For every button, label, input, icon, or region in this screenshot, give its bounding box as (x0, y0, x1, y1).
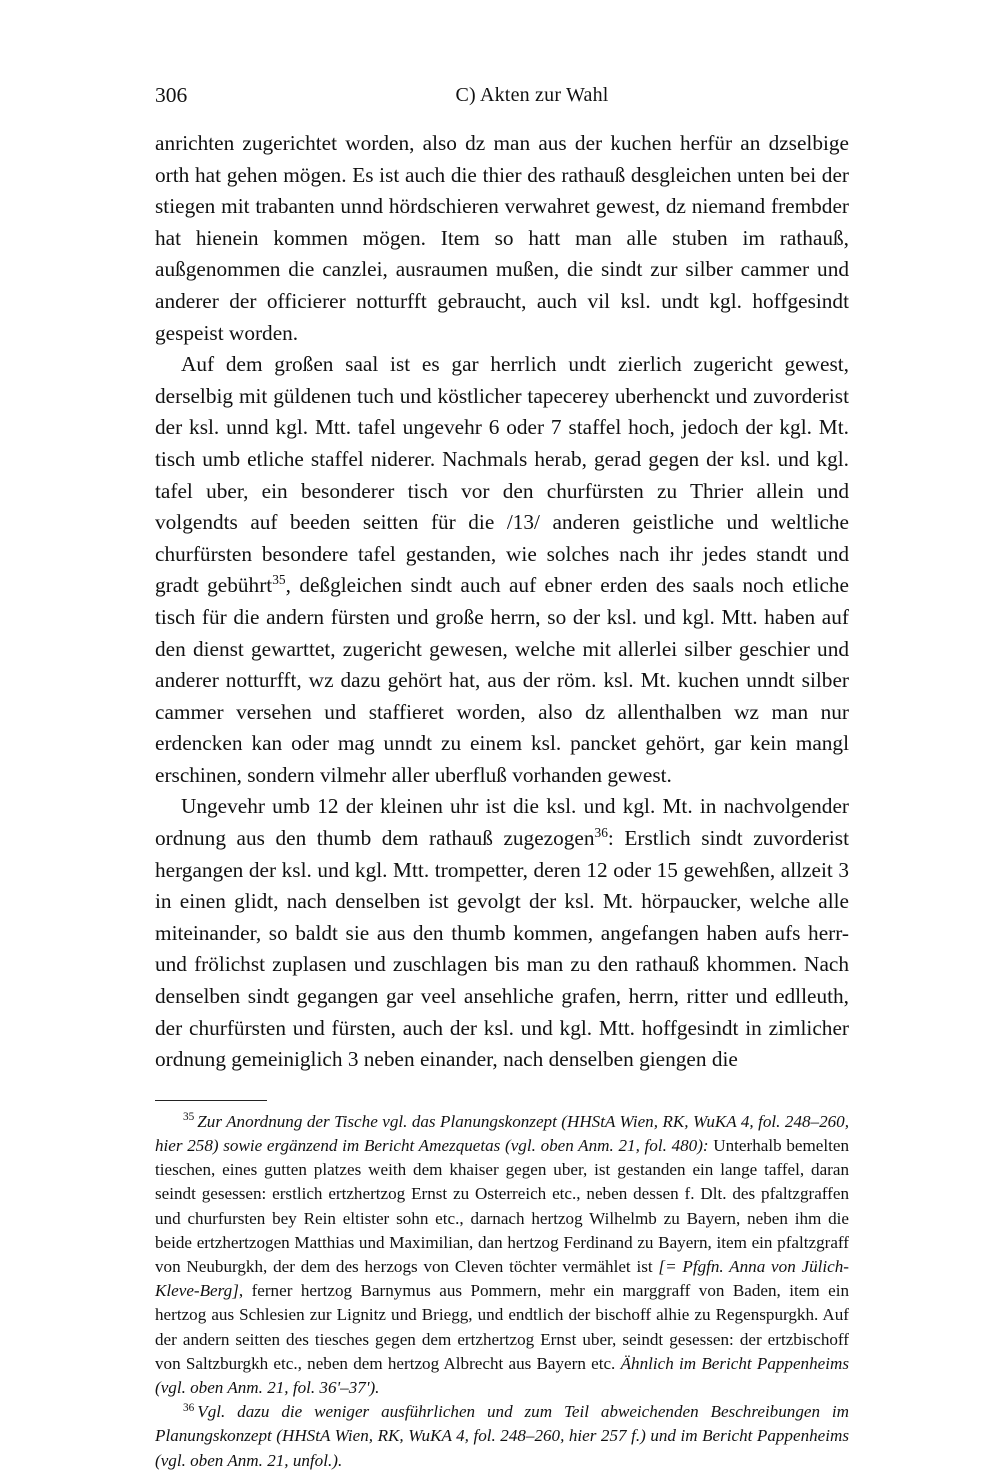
footnote-marker-35[interactable]: 35 (272, 572, 286, 588)
footnote-36-seg1: Vgl. dazu die weniger ausführlichen und zum Teil abweichenden Beschreibungen im Planungskonzept (HHStA Wien, RK, WuKA 4, fol. 248–260, hier 257 f.) und im Bericht Pappenheims (vgl. oben Anm. 21, unfol.). (155, 1402, 849, 1470)
paragraph-1: anrichten zugerichtet worden, also dz man aus der kuchen herfür an dzselbige orth hat gehen mögen. Es ist auch die thier des rathauß desgleichen unten bei der stiegen mit trabanten unnd hördschieren verwahret gewest, dz niemand frembder hat hienein kommen mögen. Item so hatt man alle stuben im rathauß, außgenommen die canzlei, ausraumen mußen, die sindt zur silber cammer und anderer der officierer notturfft gebraucht, auch vil ksl. undt kgl. hoffgesindt gespeist worden. (155, 131, 849, 345)
paragraph-3 (155, 791, 849, 1075)
footnote-36 (155, 1400, 849, 1473)
footnote-35-seg4: , ferner hertzog Barnymus aus Pommern, mehr ein marggraff von Baden, item ein hertzog aus Schlesien zur Lignitz und Briegg, und endtlich der bischoff alhie zu Regenspurgkh. Auf der andern seitten des tiesches gegen dem ertzhertzog Ernst uber, seindt gesessen: der ertzbischoff von Saltzburgkh etc., neben dem hertzog Albrecht aus Bayern etc. (155, 1281, 849, 1373)
footnote-36-number: 36 (183, 1401, 195, 1414)
footnotes (155, 1110, 849, 1473)
running-head-title: C) Akten zur Wahl (455, 84, 609, 106)
paragraph-3-head: Ungevehr umb 12 der kleinen uhr ist die ksl. und kgl. Mt. in nachvolgender ordnung aus den thumb dem rathauß zugezogen (155, 794, 849, 851)
footnote-35-seg5: Ähnlich im Bericht Pappenheims (vgl. oben Anm. 21, fol. 36'–37'). (155, 1353, 849, 1398)
paragraph-2 (155, 349, 849, 791)
footnote-35 (155, 1110, 849, 1400)
running-head (155, 78, 849, 112)
footnote-separator (155, 1100, 267, 1101)
footnote-marker-36[interactable]: 36 (594, 824, 608, 840)
body-text (155, 128, 849, 1076)
footnote-35-number: 35 (183, 1111, 195, 1124)
page-number: 306 (155, 83, 188, 107)
paragraph-3-tail: : Erstlich sindt zuvorderist hergangen der ksl. und kgl. Mtt. trompetter, deren 12 oder 15 gewehßen, allzeit 3 in einen glidt, nach denselben ist gevolgt der ksl. Mt. hörpaucker, welche alle miteinander, so baldt sie aus den thumb kommen, angefangen haben aufs herr- und frölichst zuplasen und zuschlagen bis man zu den rathauß khommen. Nach denselben sindt gegangen gar veel ansehliche grafen, herrn, ritter und edlleuth, der churfürsten und fürsten, auch der ksl. und kgl. Mtt. hoffgesindt in zimlicher ordnung gemeiniglich 3 neben einander, nach denselben giengen die (155, 826, 849, 1072)
footnote-35-seg3: [= Pfgfn. Anna von Jülich-Kleve-Berg] (155, 1257, 849, 1301)
footnote-35-seg1: Zur Anordnung der Tische vgl. das Planungskonzept (HHStA Wien, RK, WuKA 4, fol. 248–260, hier 258) sowie ergänzend im Bericht Amezquetas (vgl. oben Anm. 21, fol. 480): (155, 1111, 849, 1156)
paragraph-2-head: Auf dem großen saal ist es gar herrlich undt zierlich zugericht gewest, derselbig mit güldenen tuch und köstlicher tapecerey uberhenckt und zuvorderist der ksl. unnd kgl. Mtt. tafel ungevehr 6 oder 7 staffel hoch, jedoch der kgl. Mt. tisch umb etliche staffel niderer. Nachmals herab, gerad gegen der ksl. und kgl. tafel uber, ein besonderer tisch vor den churfürsten zu Thrier allein und volgendts auf beeden seitten für die /13/ anderen geistliche und weltliche churfürsten besondere tafel gestanden, wie solches nach ihr jedes standt und gradt gebührt (155, 352, 849, 598)
footnote-35-seg2: Unterhalb bemelten tieschen, eines gutten platzes weith dem khaiser gegen uber, ist gestanden ein lange taffel, daran seindt gesessen: erstlich ertzhertzog Ernst zu Osterreich etc., neben dessen f. Dlt. des pfaltzgraffen und churfursten bey Rein eltister sohn etc., darnach hertzog Wilhelmb zu Bayern, neben ihm die beide ertzhertzogen Matthias und Maximilian, dan hertzog Ferdinand zu Bayern, item ein pfaltzgraff von Neuburgkh, der dem des herzogs von Cleven töchter vermählet ist (155, 1136, 849, 1277)
paragraph-2-tail: , deßgleichen sindt auch auf ebner erden des saals noch etliche tisch für die andern fürsten und große herrn, so der ksl. und kgl. Mtt. haben auf den dienst gewarttet, zugericht gewesen, welche mit allerlei silber geschier und anderer notturfft, wz dazu gehört hat, aus der röm. ksl. Mt. kuchen unndt silber cammer versehen und staffieret worden, also dz allenthalben wz man nur erdencken kan oder mag unndt zu einem ksl. pancket gehört, gar kein mangl erschinen, sondern vilmehr aller uberfluß vorhanden gewest. (155, 573, 850, 787)
